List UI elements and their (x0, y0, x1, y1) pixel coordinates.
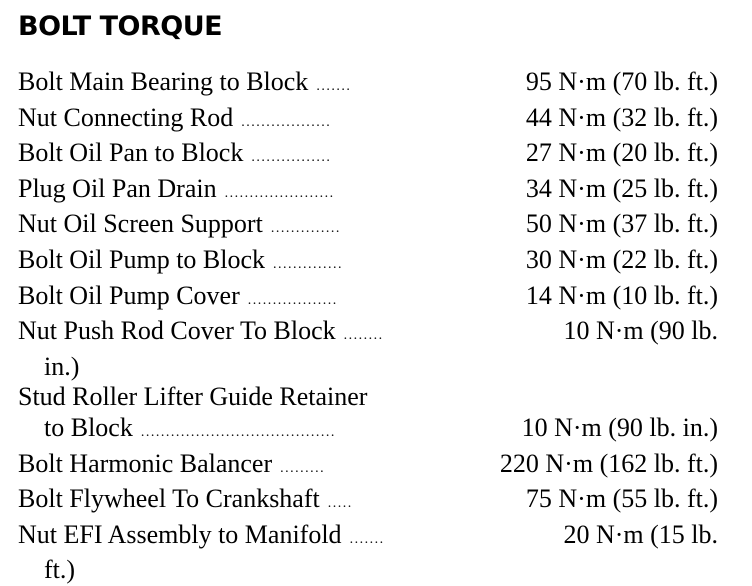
spec-value: 10 N·m (90 lb. (563, 316, 718, 346)
list-item (18, 174, 718, 210)
spec-label: Nut Connecting Rod (18, 102, 234, 132)
spec-label: Nut EFI Assembly to Manifold (18, 519, 342, 549)
spec-label: Nut Oil Screen Support (18, 209, 263, 239)
spec-label: Bolt Oil Pump Cover (18, 280, 240, 310)
list-item (18, 449, 718, 485)
list-item (18, 103, 718, 139)
list-item (18, 484, 718, 520)
page-title: BOLT TORQUE (18, 11, 223, 42)
spec-value: 34 N·m (25 lb. ft.) (525, 173, 718, 203)
spec-label: Nut Push Rod Cover To Block (18, 316, 336, 346)
list-item (18, 382, 718, 448)
spec-label: Bolt Flywheel To Crankshaft (18, 484, 320, 514)
leader-dots: .............. (270, 221, 341, 237)
list-item (18, 138, 718, 174)
leader-dots: ......... (280, 460, 326, 476)
spec-value: 220 N·m (162 lb. ft.) (499, 448, 718, 478)
spec-value: 44 N·m (32 lb. ft.) (525, 102, 718, 132)
leader-dots: ....................................... (140, 424, 336, 440)
spec-value: 75 N·m (55 lb. ft.) (525, 484, 718, 514)
list-item (18, 281, 718, 317)
torque-spec-list (18, 67, 718, 586)
spec-label-continuation: to Block (44, 412, 133, 442)
spec-label: Stud Roller Lifter Guide Retainer (18, 382, 368, 412)
list-item (18, 209, 718, 245)
spec-label: Bolt Harmonic Balancer (18, 448, 273, 478)
list-item (18, 245, 718, 281)
spec-label: Bolt Main Bearing to Block (18, 67, 309, 96)
leader-dots: .................. (247, 292, 338, 308)
spec-value-continuation: in.) (44, 351, 80, 381)
leader-dots: ....... (349, 531, 385, 547)
spec-value: 27 N·m (20 lb. ft.) (525, 138, 718, 168)
spec-value-continuation: ft.) (44, 555, 76, 585)
leader-dots: ................ (251, 150, 332, 166)
list-item (18, 67, 718, 103)
leader-dots: ....... (316, 79, 352, 94)
list-item (18, 520, 718, 586)
leader-dots: ........ (343, 328, 384, 344)
leader-dots: ..... (327, 496, 353, 512)
spec-label: Plug Oil Pan Drain (18, 173, 217, 203)
spec-label: Bolt Oil Pump to Block (18, 244, 266, 274)
spec-value: 30 N·m (22 lb. ft.) (525, 244, 718, 274)
leader-dots: ...................... (224, 185, 335, 201)
spec-value: 20 N·m (15 lb. (563, 519, 718, 549)
spec-value: 14 N·m (10 lb. ft.) (525, 280, 718, 310)
spec-label: Bolt Oil Pan to Block (18, 138, 244, 168)
leader-dots: .............. (273, 256, 344, 272)
list-item (18, 316, 718, 382)
spec-value: 95 N·m (70 lb. ft.) (525, 67, 718, 96)
spec-value: 10 N·m (90 lb. in.) (521, 412, 718, 442)
leader-dots: .................. (241, 114, 332, 130)
spec-value: 50 N·m (37 lb. ft.) (525, 209, 718, 239)
